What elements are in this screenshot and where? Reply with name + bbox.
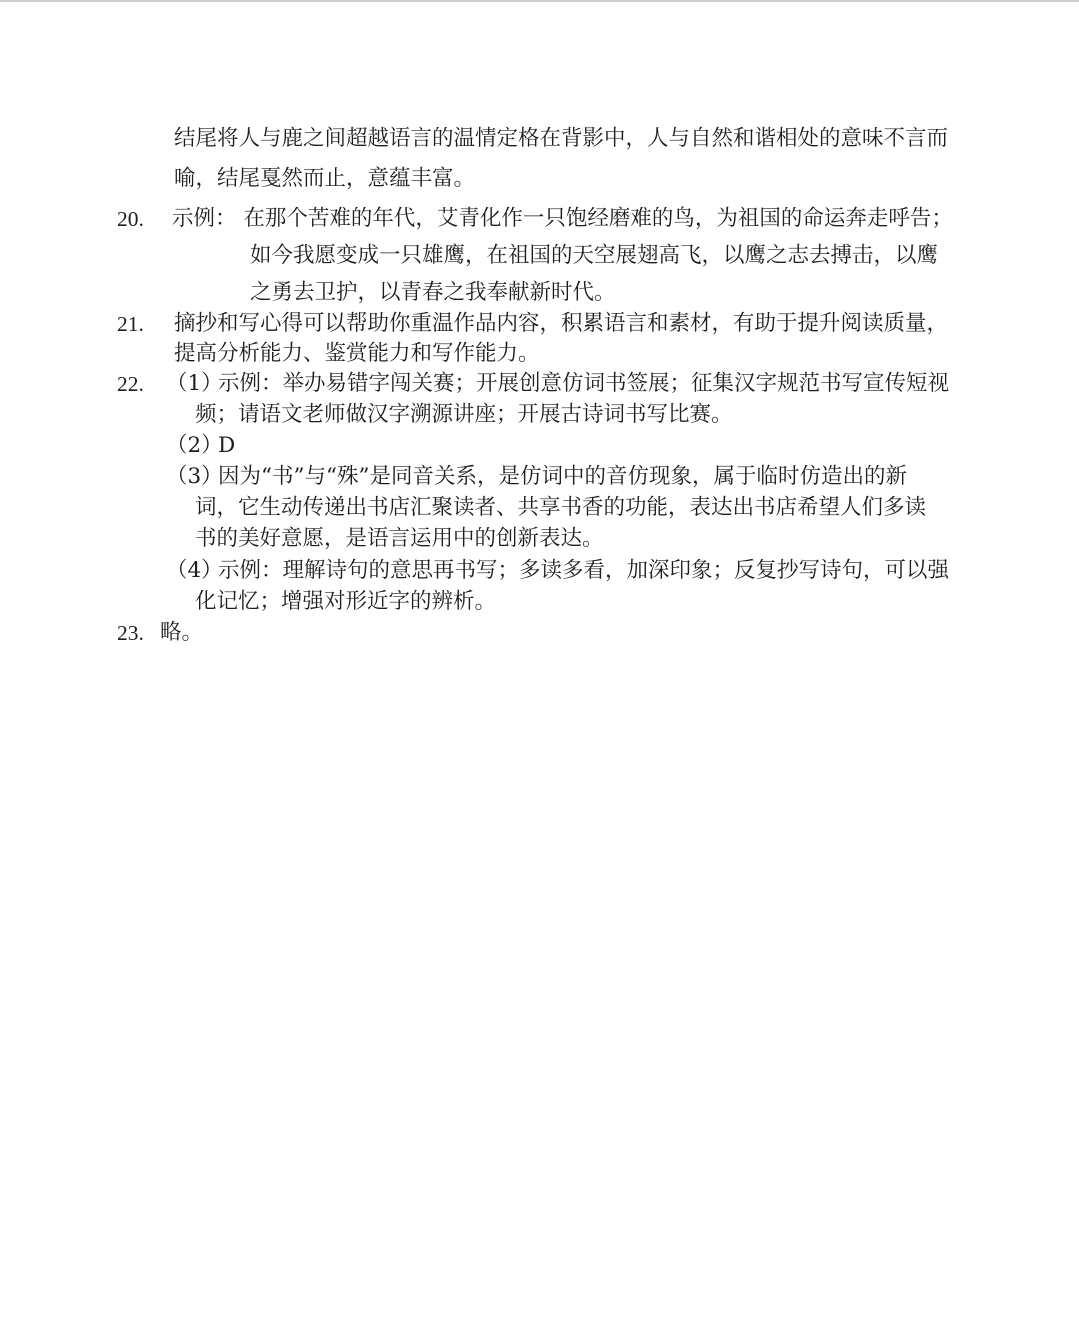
answer-line: D xyxy=(218,433,236,458)
answer-line: 提高分析能力、鉴赏能力和写作能力。 xyxy=(174,341,540,366)
answer-line: 略。 xyxy=(160,620,204,645)
sub-answer-label: （2） xyxy=(166,433,223,458)
page-top-rule xyxy=(0,0,1079,2)
answer-line: 摘抄和写心得可以帮助你重温作品内容，积累语言和素材，有助于提升阅读质量， xyxy=(174,311,949,336)
answer-line: 频；请语文老师做汉字溯源讲座；开展古诗词书写比赛。 xyxy=(195,402,733,427)
answer-line: 因为“书”与“殊”是同音关系，是仿词中的音仿现象，属于临时仿造出的新 xyxy=(218,464,907,489)
answer-line: 示例： 在那个苦难的年代，艾青化作一只饱经磨难的鸟，为祖国的命运奔走呼告； xyxy=(172,206,953,231)
answer-line: 化记忆；增强对形近字的辨析。 xyxy=(195,589,497,614)
sub-answer-label: （3） xyxy=(166,464,223,489)
question-number: 20. xyxy=(117,207,144,231)
answer-line: 词，它生动传递出书店汇聚读者、共享书香的功能，表达出书店希望人们多读 xyxy=(195,495,927,520)
question-number: 23. xyxy=(117,621,144,645)
answer-line: 示例：举办易错字闯关赛；开展创意仿词书签展；征集汉字规范书写宣传短视 xyxy=(218,371,950,396)
continuation-line-2: 喻，结尾戛然而止，意蕴丰富。 xyxy=(174,166,476,191)
answer-line: 书的美好意愿，是语言运用中的创新表达。 xyxy=(195,526,604,551)
sub-answer-label: （4） xyxy=(166,558,223,583)
question-number: 21. xyxy=(117,312,144,336)
answer-line: 之勇去卫护，以青春之我奉献新时代。 xyxy=(250,280,616,305)
answer-line: 如今我愿变成一只雄鹰，在祖国的天空展翅高飞，以鹰之志去搏击，以鹰 xyxy=(250,243,939,268)
sub-answer-label: （1） xyxy=(166,371,223,396)
question-number: 22. xyxy=(117,372,144,396)
answer-line: 示例：理解诗句的意思再书写；多读多看，加深印象；反复抄写诗句，可以强 xyxy=(218,558,950,583)
continuation-line-1: 结尾将人与鹿之间超越语言的温情定格在背影中，人与自然和谐相处的意味不言而 xyxy=(174,126,949,151)
